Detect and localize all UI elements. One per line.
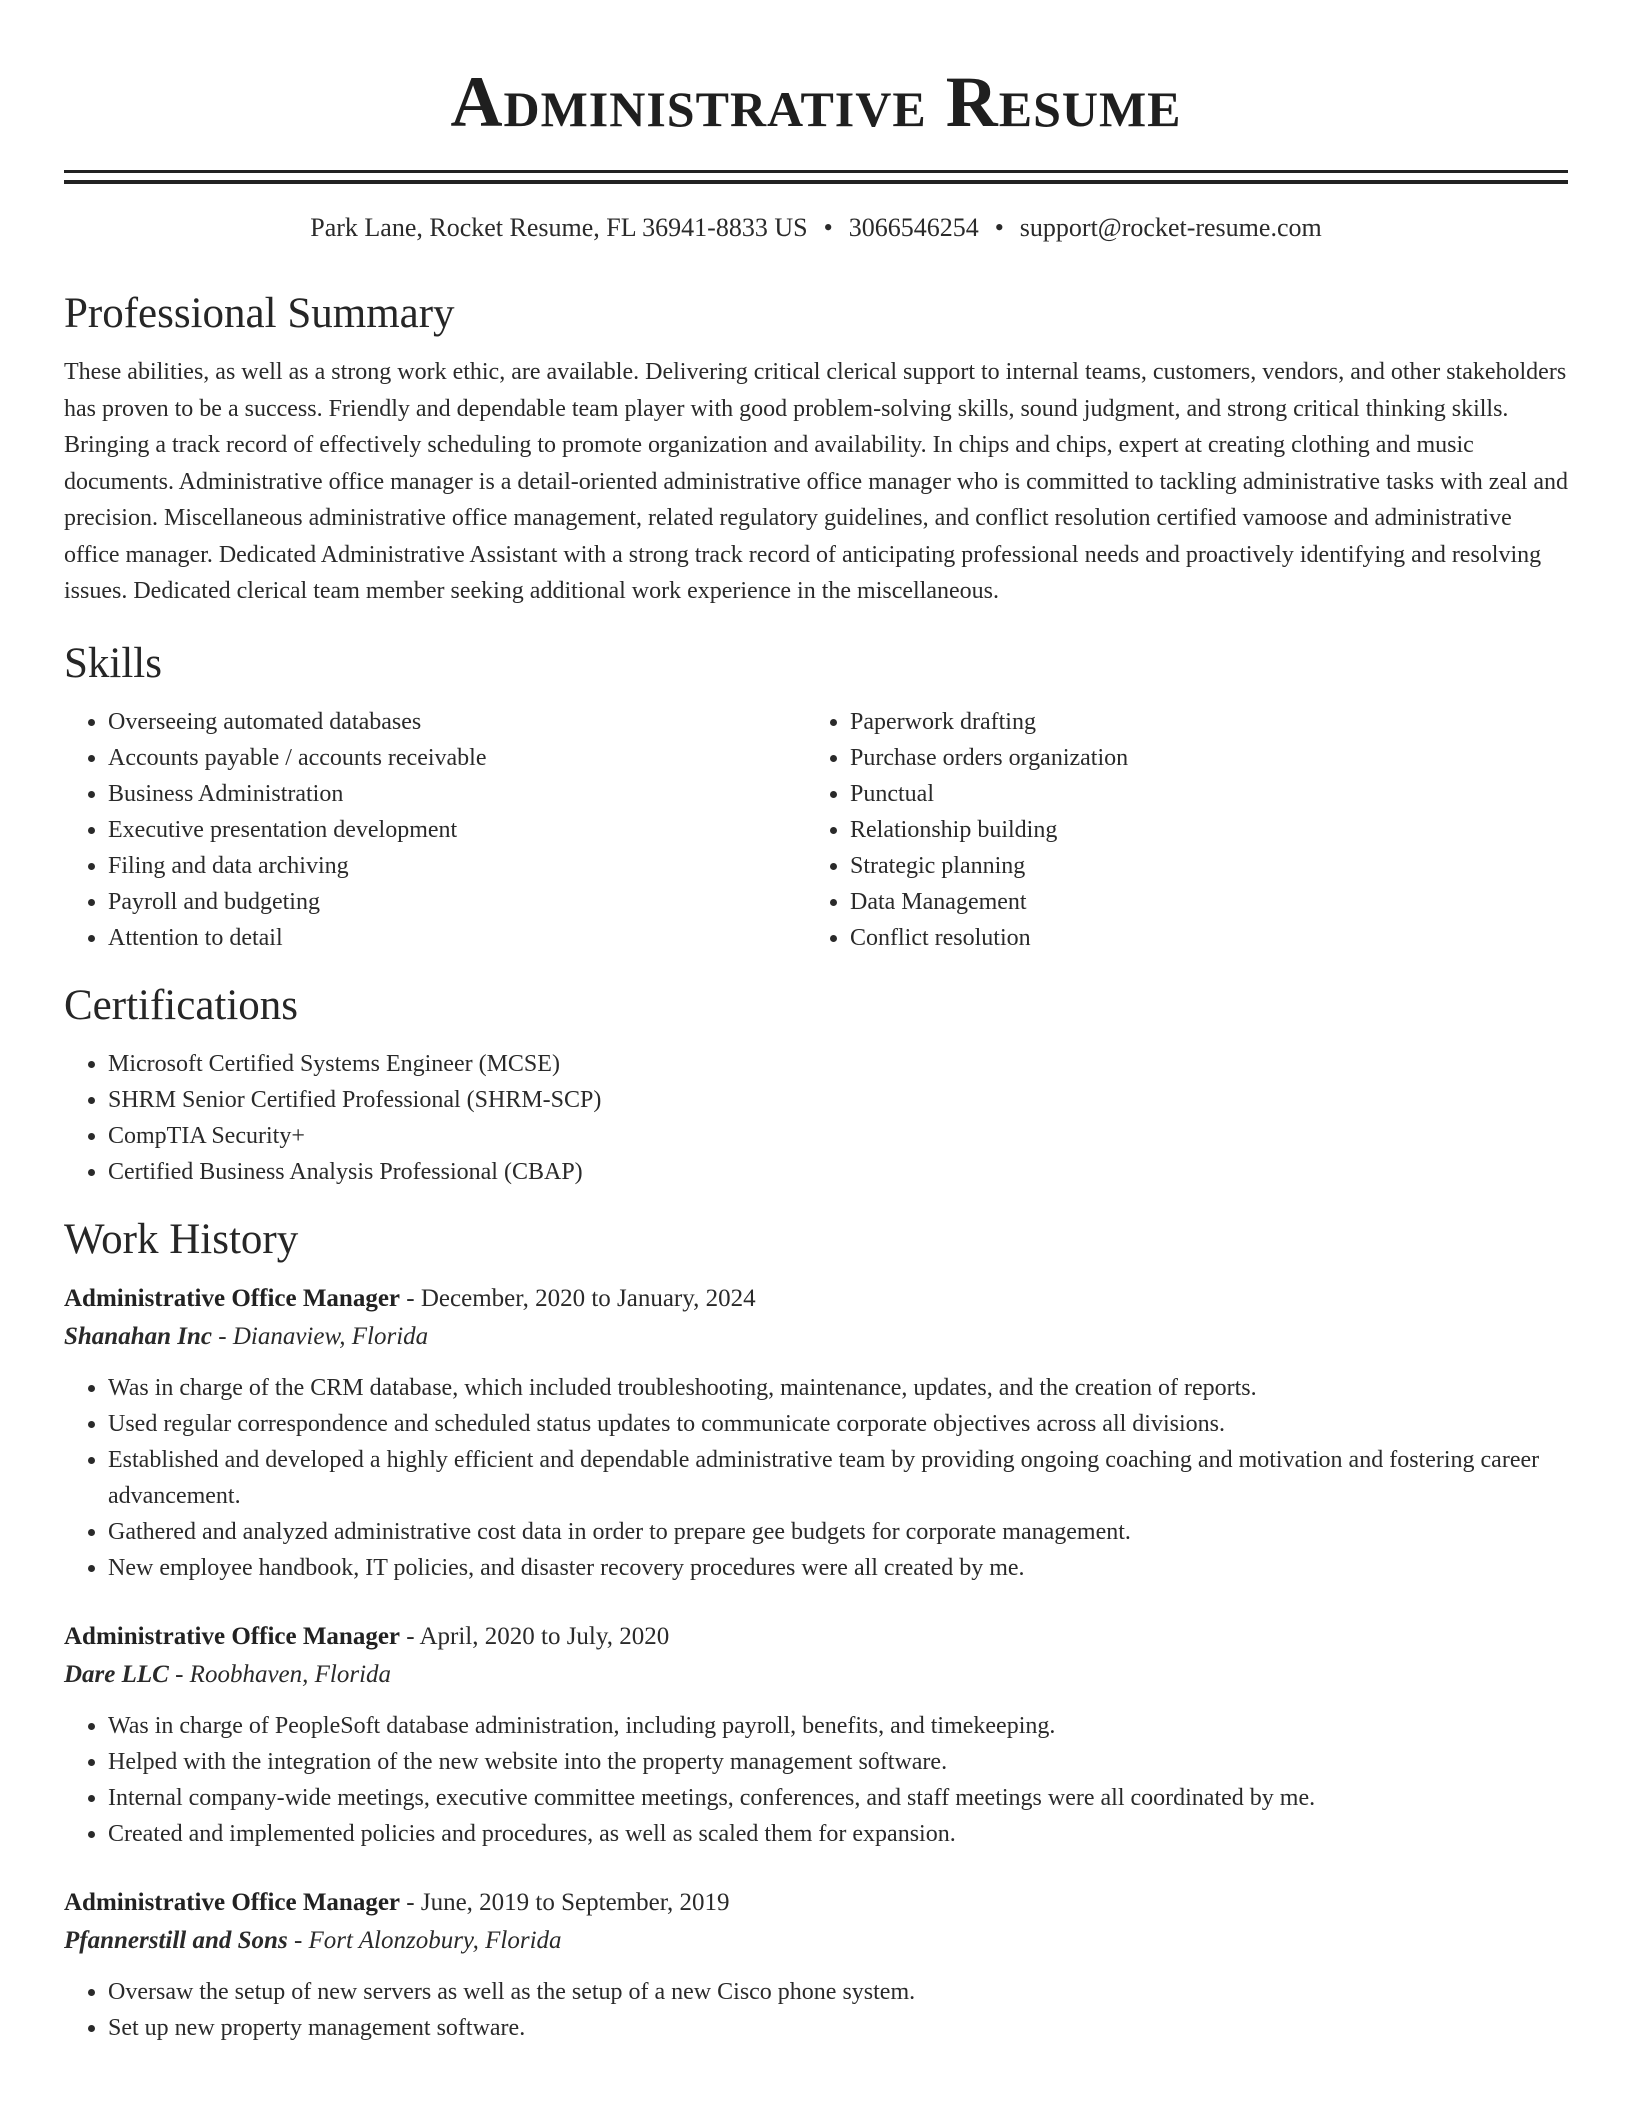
job-company-line	[64, 1318, 1568, 1356]
skill-item: • Filing and data archiving	[108, 848, 806, 884]
job-dates: - December, 2020 to January, 2024	[400, 1284, 756, 1312]
job-location: - Fort Alonzobury, Florida	[287, 1926, 562, 1954]
job-duty: • Established and developed a highly efficient and dependable administrative team by providing ongoing coaching and motivation and fostering career advancement.	[108, 1442, 1568, 1514]
job-company: Dare LLC	[64, 1660, 169, 1688]
job-duty: • Was in charge of PeopleSoft database administration, including payroll, benefits, and timekeeping.	[108, 1708, 1568, 1744]
certifications-heading: Certifications	[64, 981, 299, 1029]
job-duty: • New employee handbook, IT policies, and disaster recovery procedures were all created by me.	[108, 1550, 1568, 1586]
skills-list-left	[64, 704, 806, 956]
job-duty: • Created and implemented policies and procedures, as well as scaled them for expansion.	[108, 1816, 1568, 1852]
skill-item: • Purchase orders organization	[850, 740, 1548, 776]
contact-email: support@rocket-resume.com	[1019, 213, 1322, 242]
job-duty: • Was in charge of the CRM database, which included troubleshooting, maintenance, updates, and the creation of reports.	[108, 1370, 1568, 1406]
contact-separator: •	[994, 213, 1004, 242]
title-divider-top	[64, 170, 1568, 173]
skill-item: • Attention to detail	[108, 920, 806, 956]
work-history-heading: Work History	[64, 1215, 299, 1263]
job-company: Shanahan Inc	[64, 1322, 212, 1350]
resume-page	[64, 0, 1568, 2046]
skill-item: • Relationship building	[850, 812, 1548, 848]
job-dates: - June, 2019 to September, 2019	[400, 1888, 730, 1916]
certification-item: • Certified Business Analysis Professional (CBAP)	[108, 1154, 1568, 1190]
skill-item: • Paperwork drafting	[850, 704, 1548, 740]
skill-item: • Punctual	[850, 776, 1548, 812]
contact-address: Park Lane, Rocket Resume, FL 36941-8833 US	[310, 213, 808, 242]
job-company-line	[64, 1922, 1568, 1960]
job-title-line	[64, 1884, 1568, 1922]
skill-item: • Data Management	[850, 884, 1548, 920]
job-title-line	[64, 1618, 1568, 1656]
job-duties-list	[64, 1708, 1568, 1852]
job-dates: - April, 2020 to July, 2020	[400, 1622, 670, 1650]
contact-line	[64, 212, 1568, 244]
skills-column-left	[64, 704, 806, 956]
job-title: Administrative Office Manager	[64, 1284, 401, 1312]
job-entry	[64, 1618, 1568, 1852]
job-title: Administrative Office Manager	[64, 1622, 401, 1650]
job-duties-list	[64, 1370, 1568, 1586]
job-title-line	[64, 1280, 1568, 1318]
job-duty: • Oversaw the setup of new servers as well as the setup of a new Cisco phone system.	[108, 1974, 1568, 2010]
skills-list-right	[806, 704, 1548, 956]
skill-item: • Executive presentation development	[108, 812, 806, 848]
job-duty: • Used regular correspondence and scheduled status updates to communicate corporate objectives across all divisions.	[108, 1406, 1568, 1442]
skills-column-right	[806, 704, 1548, 956]
title-divider-bottom	[64, 180, 1568, 184]
summary-heading: Professional Summary	[64, 290, 455, 337]
skills-columns	[64, 704, 1568, 956]
skill-item: • Payroll and budgeting	[108, 884, 806, 920]
certifications-list	[64, 1046, 1568, 1190]
skills-heading: Skills	[64, 639, 162, 687]
skill-item: • Strategic planning	[850, 848, 1548, 884]
skill-item: • Accounts payable / accounts receivable	[108, 740, 806, 776]
job-duty: • Helped with the integration of the new website into the property management software.	[108, 1744, 1568, 1780]
job-title: Administrative Office Manager	[64, 1888, 401, 1916]
resume-title: Administrative Resume	[450, 62, 1182, 142]
certification-item: • CompTIA Security+	[108, 1118, 1568, 1154]
certification-item: • SHRM Senior Certified Professional (SHRM-SCP)	[108, 1082, 1568, 1118]
skill-item: • Overseeing automated databases	[108, 704, 806, 740]
job-company-line	[64, 1656, 1568, 1694]
job-duties-list	[64, 1974, 1568, 2046]
contact-phone: 3066546254	[848, 213, 979, 242]
job-location: - Roobhaven, Florida	[168, 1660, 392, 1688]
job-duty: • Internal company-wide meetings, executive committee meetings, conferences, and staff meetings were all coordinated by me.	[108, 1780, 1568, 1816]
job-entry	[64, 1280, 1568, 1586]
job-location: - Dianaview, Florida	[212, 1322, 429, 1350]
skill-item: • Conflict resolution	[850, 920, 1548, 956]
job-duty: • Set up new property management software.	[108, 2010, 1568, 2046]
job-duty: • Gathered and analyzed administrative cost data in order to prepare gee budgets for corporate management.	[108, 1514, 1568, 1550]
summary-text: These abilities, as well as a strong work ethic, are available. Delivering critical clerical support to internal teams, customers, vendors, and other stakeholders has proven to be a success. Friendly and dependable team player with good problem-solving skills, sound judgment, and strong critical thinking skills. Bringing a track record of effectively scheduling to promote organization and availability. In chips and chips, expert at creating clothing and music documents. Administrative office manager is a detail-oriented administrative office manager who is committed to tackling administrative tasks with zeal and precision. Miscellaneous administrative office management, related regulatory guidelines, and conflict resolution certified vamoose and administrative office manager. Dedicated Administrative Assistant with a strong track record of anticipating professional needs and proactively identifying and resolving issues. Dedicated clerical team member seeking additional work experience in the miscellaneous.	[64, 359, 1569, 604]
contact-separator: •	[823, 213, 833, 242]
job-company: Pfannerstill and Sons	[64, 1926, 288, 1954]
skill-item: • Business Administration	[108, 776, 806, 812]
certification-item: • Microsoft Certified Systems Engineer (MCSE)	[108, 1046, 1568, 1082]
job-entry	[64, 1884, 1568, 2046]
